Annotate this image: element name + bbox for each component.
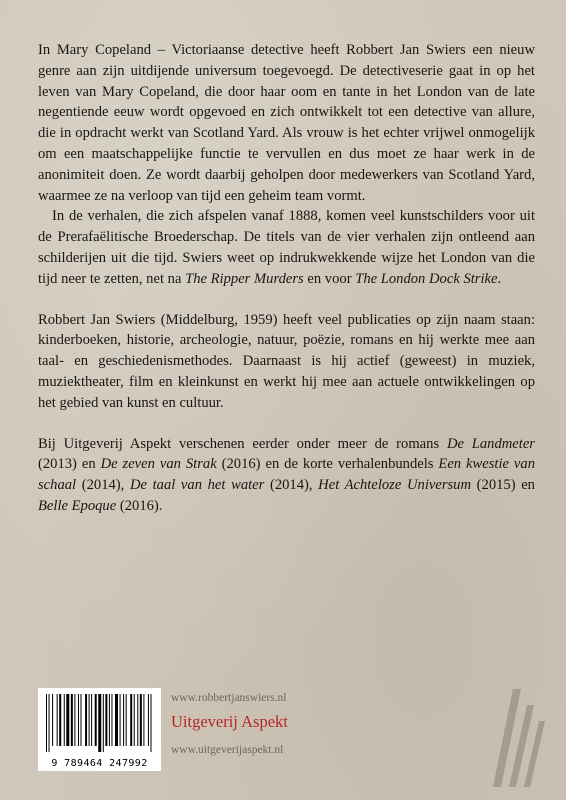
paragraph-author-bio <box>38 310 535 414</box>
paragraph-stories-text-a: In de verhalen, die zich afspelen vanaf 1888, komen veel kunstschilders voor uit de Prerafaëlitische Broederschap. De titels van de vier verhalen zijn ontleend aan schilderijen uit die tijd. Swiers weet op indrukwekkende wijze het London van die tijd neer te zetten, net na <box>38 208 535 287</box>
paragraph-stories-text-b: en voor <box>303 270 356 287</box>
barcode-bar <box>57 694 58 746</box>
barcode-bar <box>120 694 121 746</box>
paragraph-stories <box>38 206 535 289</box>
paragraph-author-bio-text: Robbert Jan Swiers (Middelburg, 1959) heeft veel publicaties op zijn naam staan: kinderboeken, historie, archeologie, natuur, poëzie, romans en hij werkte mee aan taal- en geschiedenismethodes. Daarnaast is hij actief (geweest) in muziek, muziektheater, film en kleinkunst en werkt hij mee aan actuele ontwikkelingen op het gebied van kunst en cultuur. <box>38 311 535 411</box>
barcode-bar <box>98 694 101 752</box>
barcode-bar <box>126 694 127 746</box>
barcode-bar <box>81 694 82 746</box>
paragraph-earlier-works-text-d: (2014), <box>76 477 130 494</box>
publisher-website-link[interactable]: www.uitgeverijaspekt.nl <box>171 744 284 756</box>
barcode-bar <box>71 694 73 746</box>
barcode-icon <box>44 694 155 752</box>
barcode-bar <box>105 694 107 746</box>
barcode-bar <box>111 694 112 746</box>
paragraph-intro <box>38 40 535 206</box>
book-title-het-achteloze-universum: Het Achteloze Universum <box>318 477 472 494</box>
paragraph-earlier-works-text-e: (2014), <box>264 477 319 494</box>
barcode <box>38 688 161 771</box>
barcode-bar <box>85 694 87 746</box>
barcode-bar <box>89 694 90 746</box>
barcode-bar <box>109 694 110 746</box>
barcode-bar <box>123 694 124 746</box>
barcode-bar <box>46 694 47 752</box>
barcode-bar <box>140 694 142 746</box>
barcode-bar <box>52 694 53 746</box>
book-title-een-kwestie-van-schaal: Een kwestie van schaal <box>38 456 535 494</box>
book-title-de-landmeter: De Landmeter <box>446 435 535 452</box>
book-title-london-dock-strike: The London Dock Strike <box>355 270 498 287</box>
paragraph-earlier-works-text-b: (2013) en <box>38 456 101 473</box>
barcode-bar <box>95 694 97 746</box>
barcode-bar <box>91 694 92 746</box>
paragraph-earlier-works-text-a: Bij Uitgeverij Aspekt verschenen eerder onder meer de romans <box>38 435 447 452</box>
barcode-bar <box>137 694 138 746</box>
barcode-bar <box>115 694 118 746</box>
barcode-bar <box>151 694 152 752</box>
paragraph-earlier-works <box>38 434 535 517</box>
paragraph-stories-text-c: . <box>497 270 502 287</box>
book-title-de-taal-van-het-water: De taal van het water <box>129 477 265 494</box>
barcode-bar <box>130 694 132 746</box>
paragraph-earlier-works-text-g: (2016). <box>116 497 163 514</box>
barcode-bar <box>134 694 135 746</box>
imprint-block <box>38 688 300 771</box>
barcode-bar <box>64 694 65 746</box>
back-cover-text <box>38 40 535 517</box>
paragraph-earlier-works-text-c: (2016) en de korte verhalenbundels <box>216 456 439 473</box>
barcode-bar <box>74 694 75 746</box>
barcode-bar <box>148 694 149 746</box>
barcode-bar <box>59 694 61 746</box>
barcode-bar <box>49 694 50 752</box>
aspekt-logo-icon <box>483 681 547 791</box>
paragraph-intro-text: In Mary Copeland – Victoriaanse detective heeft Robbert Jan Swiers een nieuw genre aan zijn uitdijende universum toegevoegd. De detectiveserie gaat in op het leven van Mary Copeland, die door haar oom en tante in het London van de late negentiende eeuw wordt opgevoed en zich ontwikkelt tot een detective van allure, die in opdracht werkt van Scotland Yard. Als vrouw is het echter vrijwel onmogelijk om een maatschappelijke functie te vervullen en dus moet ze haar werk in de anonimiteit doen. Ze wordt daarbij geholpen door medewerkers van Scotland Yard, waarmee ze na verloop van tijd een geheim team vormt. <box>38 42 535 204</box>
book-title-de-zeven-van-strak: De zeven van Strak <box>100 456 217 473</box>
barcode-bar <box>66 694 69 746</box>
isbn-number: 9 789464 247992 <box>51 758 148 769</box>
book-title-belle-epoque: Belle Epoque <box>38 497 117 514</box>
barcode-bar <box>78 694 79 746</box>
barcode-bar <box>103 694 104 752</box>
book-title-ripper-murders: The Ripper Murders <box>185 270 304 287</box>
publisher-name: Uitgeverij Aspekt <box>171 712 288 731</box>
paragraph-earlier-works-text-f: (2015) en <box>471 477 535 494</box>
barcode-bar <box>143 694 144 746</box>
author-website-link[interactable]: www.robbertjanswiers.nl <box>171 692 287 704</box>
